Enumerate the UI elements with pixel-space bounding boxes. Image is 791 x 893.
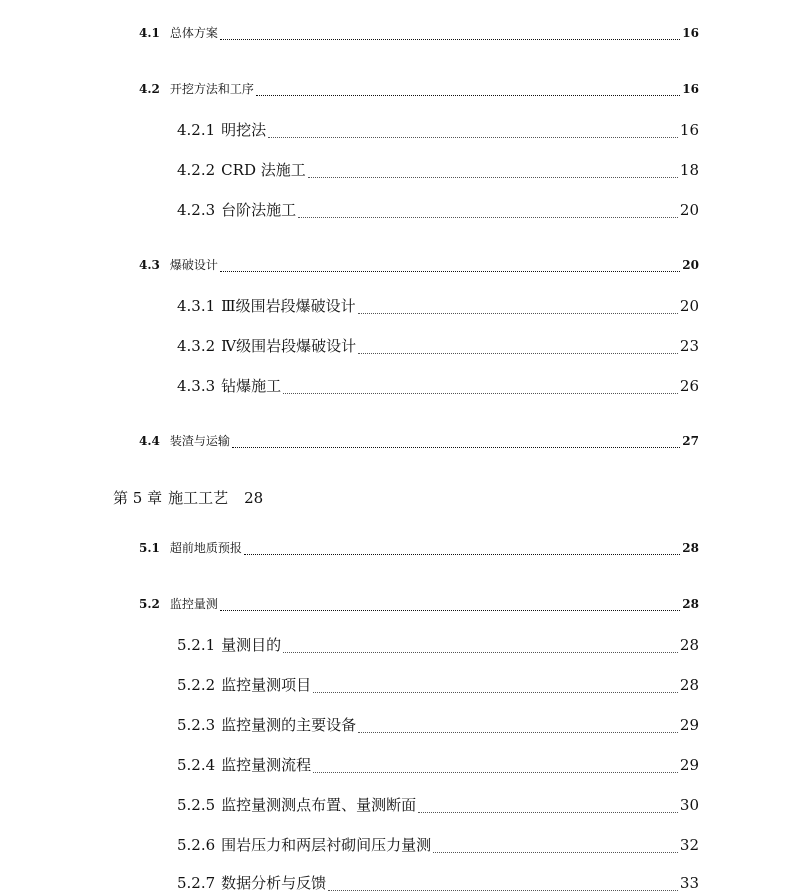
toc-entry-page: 28 [679,676,699,694]
toc-entry-number: 4.2.2 [177,161,216,179]
toc-entry-number: 5.2.4 [177,756,216,774]
toc-dot-leader [433,842,678,854]
toc-subsection-entry[interactable] [177,335,699,356]
toc-subsection-entry[interactable] [177,159,699,180]
toc-dot-leader [358,722,678,734]
toc-subsection-entry[interactable] [177,634,699,655]
toc-entry-number: 4.1 [139,26,160,40]
toc-entry-page: 32 [679,836,699,854]
toc-dot-leader [298,207,678,219]
toc-entry-page: 20 [682,258,699,272]
toc-subsection-entry[interactable] [177,834,699,855]
toc-entry-page: 27 [682,434,699,448]
toc-subsection-entry[interactable] [177,295,699,316]
toc-entry-number: 4.2.1 [177,121,216,139]
toc-dot-leader [268,127,678,139]
toc-entry-page: 28 [682,597,699,611]
toc-subsection-entry[interactable] [177,674,699,695]
toc-dot-leader [308,167,678,179]
toc-entry-title: 数据分析与反馈 [221,874,327,892]
toc-subsection-entry[interactable] [177,375,699,396]
toc-entry-number: 4.3.1 [177,297,216,315]
toc-entry-number: 4.4 [139,434,160,448]
toc-section-entry[interactable] [139,539,699,556]
toc-entry-title: 钻爆施工 [221,377,282,395]
toc-entry-number: 5.2.6 [177,836,216,854]
toc-entry-page: 20 [679,297,699,315]
chapter-title: 施工工艺 [168,489,229,507]
toc-entry-page: 28 [682,541,699,555]
toc-dot-leader [283,383,678,395]
toc-entry-number: 5.1 [139,541,160,555]
toc-entry-page: 29 [679,716,699,734]
toc-entry-page: 30 [679,796,699,814]
toc-entry-number: 4.3 [139,258,160,272]
toc-dot-leader [358,343,678,355]
toc-section-entry[interactable] [139,432,699,449]
toc-chapter-heading[interactable] [113,487,269,508]
toc-entry-page: 16 [682,82,699,96]
toc-entry-page: 16 [679,121,699,139]
toc-section-entry[interactable] [139,595,699,612]
toc-subsection-entry[interactable] [177,754,699,775]
toc-dot-leader [244,546,680,555]
chapter-page: 28 [244,489,264,507]
toc-entry-title: 爆破设计 [169,258,218,272]
toc-entry-title: 超前地质预报 [169,541,242,555]
toc-entry-title: 装渣与运输 [169,434,230,448]
toc-entry-title: 监控量测 [169,597,218,611]
toc-dot-leader [232,439,680,448]
toc-entry-title: Ⅲ级围岩段爆破设计 [221,297,356,315]
toc-entry-page: 20 [679,201,699,219]
toc-entry-number: 4.2.3 [177,201,216,219]
chapter-label: 第 5 章 [113,489,163,507]
toc-section-entry[interactable] [139,24,699,41]
toc-entry-number: 5.2.3 [177,716,216,734]
toc-dot-leader [220,602,680,611]
toc-entry-number: 5.2.5 [177,796,216,814]
toc-entry-title: 围岩压力和两层衬砌间压力量测 [221,836,432,854]
toc-subsection-entry[interactable] [177,119,699,140]
toc-entry-title: 台阶法施工 [221,201,297,219]
toc-entry-title: 监控量测流程 [221,756,312,774]
toc-entry-number: 5.2.1 [177,636,216,654]
toc-dot-leader [328,880,678,892]
toc-dot-leader [313,682,678,694]
toc-entry-title: 量测目的 [221,636,282,654]
toc-entry-number: 4.3.3 [177,377,216,395]
toc-entry-title: 监控量测测点布置、量测断面 [221,796,417,814]
toc-entry-title: 监控量测项目 [221,676,312,694]
toc-dot-leader [283,642,678,654]
toc-entry-page: 23 [679,337,699,355]
toc-entry-number: 5.2.7 [177,874,216,892]
toc-entry-page: 26 [679,377,699,395]
toc-entry-title: 总体方案 [169,26,218,40]
toc-subsection-entry[interactable] [177,872,699,893]
toc-dot-leader [418,802,678,814]
toc-entry-number: 4.3.2 [177,337,216,355]
toc-section-entry[interactable] [139,256,699,273]
toc-dot-leader [358,303,678,315]
toc-entry-title: Ⅳ级围岩段爆破设计 [221,337,357,355]
toc-subsection-entry[interactable] [177,794,699,815]
toc-entry-page: 28 [679,636,699,654]
toc-entry-page: 18 [679,161,699,179]
toc-entry-title: CRD 法施工 [221,161,306,179]
toc-entry-page: 16 [682,26,699,40]
toc-entry-number: 5.2 [139,597,160,611]
toc-entry-number: 4.2 [139,82,160,96]
toc-dot-leader [256,87,680,96]
toc-subsection-entry[interactable] [177,199,699,220]
toc-entry-page: 33 [679,874,699,892]
toc-dot-leader [313,762,678,774]
toc-entry-title: 明挖法 [221,121,267,139]
toc-entry-title: 开挖方法和工序 [169,82,254,96]
toc-entry-title: 监控量测的主要设备 [221,716,357,734]
toc-section-entry[interactable] [139,80,699,97]
toc-entry-page: 29 [679,756,699,774]
toc-subsection-entry[interactable] [177,714,699,735]
toc-entry-number: 5.2.2 [177,676,216,694]
toc-dot-leader [220,31,680,40]
toc-dot-leader [220,263,680,272]
